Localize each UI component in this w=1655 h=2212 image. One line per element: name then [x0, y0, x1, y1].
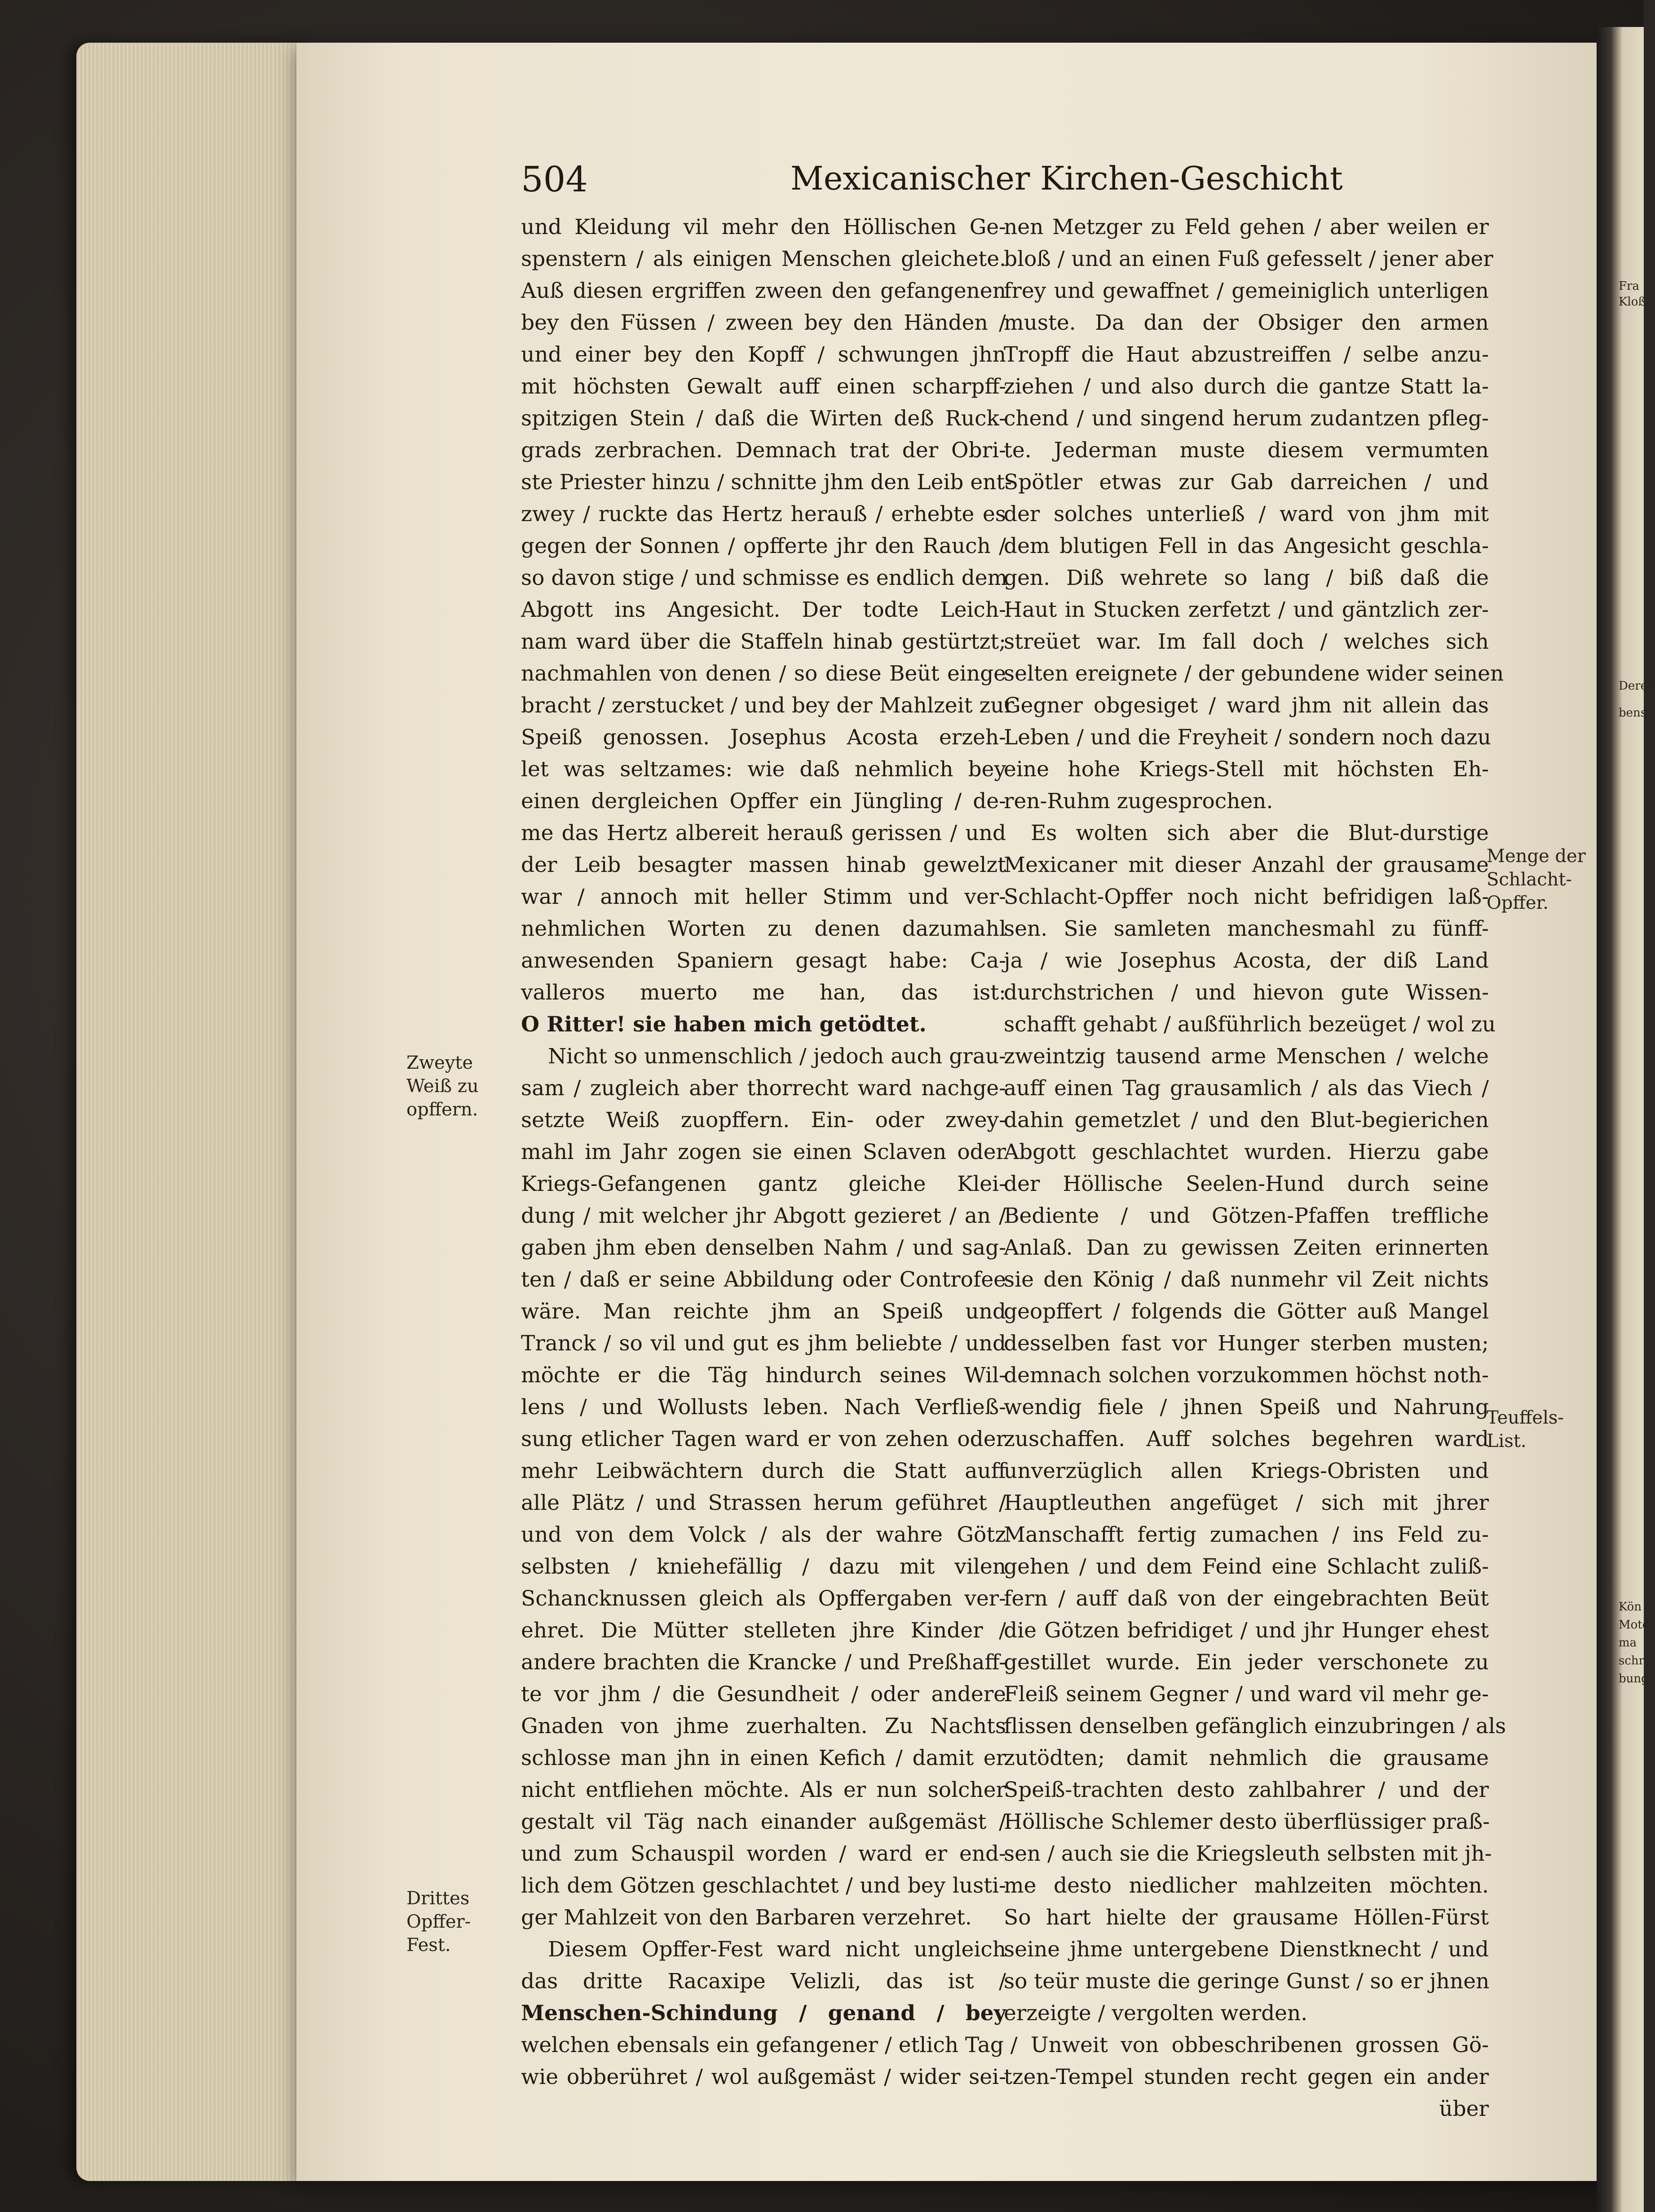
fragment: Kön: [1619, 1600, 1642, 1614]
fragment: Kloß: [1619, 295, 1646, 309]
text-line: ren-Ruhm zugesprochen.: [1004, 789, 1273, 814]
text-line: und von dem Volck / als der wahre Götz: [521, 1522, 1006, 1547]
next-page-margin-fragments: [1617, 0, 1655, 2212]
text-line: zweintzig tausend arme Menschen / welche: [1004, 1044, 1489, 1069]
text-line: der solches unterließ / ward von jhm mit: [1004, 502, 1489, 526]
text-line: Menschen-Schindung / genand / bey: [521, 2001, 1006, 2026]
text-line: sen / auch sie die Kriegsleuth selbsten mit jh-: [1004, 1841, 1492, 1866]
text-line: valleros muerto me han, das ist:: [521, 980, 1006, 1005]
text-line: ehret. Die Mütter stelleten jhre Kinder /: [521, 1618, 1006, 1643]
text-line: mit höchsten Gewalt auff einen scharpff-: [521, 374, 1006, 399]
text-line: streüet war. Im fall doch / welches sich: [1004, 629, 1489, 654]
text-line: das dritte Racaxipe Velizli, das ist /: [521, 1969, 1006, 1994]
text-line: so teür muste die geringe Gunst / so er jhnen: [1004, 1969, 1490, 1994]
text-line: te. Jederman muste diesem vermumten: [1004, 438, 1489, 463]
text-line: der Höllische Seelen-Hund durch seine: [1004, 1172, 1489, 1196]
margin-note-menge-der-opffer: [1487, 845, 1586, 915]
text-line: Manschafft fertig zumachen / ins Feld zu-: [1004, 1522, 1489, 1547]
text-line: gehen / und dem Feind eine Schlacht zuliß-: [1004, 1554, 1489, 1579]
right-text-column: [1004, 211, 1506, 2125]
text-line: Spötler etwas zur Gab darreichen / und: [1004, 470, 1489, 495]
text-line: und Kleidung vil mehr den Höllischen Ge-: [521, 215, 1006, 239]
text-line: lich dem Götzen geschlachtet / und bey lusti-: [521, 1873, 1006, 1898]
text-line: seine jhme untergebene Dienstknecht / und: [1004, 1937, 1489, 1962]
text-line: ten / daß er seine Abbildung oder Controfee: [521, 1267, 1006, 1292]
text-line: Fleiß seinem Gegner / und ward vil mehr ge-: [1004, 1682, 1489, 1707]
page-header: [521, 159, 1343, 200]
text-line: me desto niedlicher mahlzeiten möchten.: [1004, 1873, 1489, 1898]
text-line: dung / mit welcher jhr Abgott gezieret / an /: [521, 1203, 1006, 1228]
margin-note-line: Weiß zu: [406, 1076, 479, 1097]
margin-note-line: Opffer-: [406, 1911, 471, 1932]
text-line: mehr Leibwächtern durch die Statt auff: [521, 1459, 1006, 1483]
text-line: lens / und Wollusts leben. Nach Verfließ-: [521, 1395, 1006, 1420]
text-line: gaben jhm eben denselben Nahm / und sag-: [521, 1235, 1006, 1260]
running-head: Mexicanischer Kirchen-Geschicht: [790, 159, 1343, 197]
margin-note-line: Opffer.: [1487, 893, 1549, 913]
text-line: zuschaffen. Auff solches begehren ward: [1004, 1427, 1489, 1451]
text-line: durchstrichen / und hievon gute Wissen-: [1004, 980, 1489, 1005]
text-line: auff einen Tag grausamlich / als das Viech /: [1004, 1076, 1489, 1101]
text-line: dahin gemetzlet / und den Blut-begierichen: [1004, 1108, 1489, 1133]
text-line: so davon stige / und schmisse es endlich dem: [521, 566, 1008, 590]
fragment: Deren: [1619, 679, 1655, 693]
text-line: fern / auff daß von der eingebrachten Beüt: [1004, 1586, 1489, 1611]
catchword: über: [1439, 2097, 1489, 2121]
text-line: schlosse man jhn in einen Kefich / damit er: [521, 1746, 1006, 1770]
text-line: demnach solchen vorzukommen höchst noth-: [1004, 1363, 1489, 1388]
text-line: bey den Füssen / zween bey den Händen /: [521, 310, 1006, 335]
text-line: setzte Weiß zuopffern. Ein- oder zwey-: [521, 1108, 1006, 1133]
fragment: ma: [1619, 1636, 1637, 1650]
text-line: und einer bey den Kopff / schwungen jhn: [521, 342, 1006, 367]
text-line: gen. Diß wehrete so lang / biß daß die: [1004, 566, 1489, 590]
fragment: bens.: [1619, 706, 1651, 720]
text-line: desselben fast vor Hunger sterben musten;: [1004, 1331, 1489, 1356]
text-line: einen dergleichen Opffer ein Jüngling / de-: [521, 789, 1006, 814]
text-line: ger Mahlzeit von den Barbaren verzehret.: [521, 1905, 972, 1930]
text-line: flissen denselben gefänglich einzubringen / als: [1004, 1714, 1506, 1739]
text-line: Höllische Schlemer desto überflüssiger praß-: [1004, 1809, 1490, 1834]
text-line: Tranck / so vil und gut es jhm beliebte / und: [521, 1331, 1006, 1356]
text-line: Bediente / und Götzen-Pfaffen treffliche: [1004, 1203, 1489, 1228]
text-line: Speiß genossen. Josephus Acosta erzeh-: [521, 725, 1006, 750]
text-line: sam / zugleich aber thorrecht ward nachge-: [521, 1076, 1006, 1101]
text-line: Schlacht-Opffer noch nicht befridigen laß-: [1004, 885, 1489, 909]
paragraph-start-line: Diesem Opffer-Fest ward nicht ungleich: [548, 1937, 1006, 1962]
text-line: gestillet wurde. Ein jeder verschonete zu: [1004, 1650, 1489, 1675]
text-line: möchte er die Täg hindurch seines Wil-: [521, 1363, 1006, 1388]
text-line: sung etlicher Tagen ward er von zehen oder: [521, 1427, 1006, 1451]
text-line: So hart hielte der grausame Höllen-Fürst: [1004, 1905, 1489, 1930]
text-line: spenstern / als einigen Menschen gleichete.: [521, 247, 1006, 271]
margin-note-line: Zweyte: [406, 1053, 473, 1073]
text-line: sen. Sie samleten manchesmahl zu fünff-: [1004, 916, 1489, 941]
book-page-edges: [76, 43, 310, 2181]
text-line: alle Plätz / und Strassen herum geführet /: [521, 1491, 1006, 1515]
margin-note-zweyte-weiss: [406, 1051, 479, 1121]
text-line: wie obberühret / wol außgemäst / wider sei-: [521, 2065, 1006, 2089]
text-line: Anlaß. Dan zu gewissen Zeiten erinnerten: [1004, 1235, 1489, 1260]
text-line: Gegner obgesiget / ward jhm nit allein das: [1004, 693, 1489, 718]
text-line: Speiß-trachten desto zahlbahrer / und der: [1004, 1778, 1489, 1802]
text-line: welchen ebensals ein gefangener / etlich Tag /: [521, 2033, 1018, 2057]
text-line: mahl im Jahr zogen sie einen Sclaven oder: [521, 1140, 1006, 1164]
text-line: muste. Da dan der Obsiger den armen: [1004, 310, 1489, 335]
paragraph-start-line: Unweit von obbeschribenen grossen Gö-: [1031, 2033, 1489, 2057]
margin-note-line: Fest.: [406, 1935, 451, 1955]
text-line: Leben / und die Freyheit / sondern noch dazu: [1004, 725, 1492, 750]
margin-note-line: Drittes: [406, 1888, 470, 1909]
text-line: unverzüglich allen Kriegs-Obristen und: [1004, 1459, 1489, 1483]
page-number: 504: [521, 159, 588, 200]
text-line: zwey / ruckte das Hertz herauß / erhebte es: [521, 502, 1006, 526]
text-line: nachmahlen von denen / so diese Beüt einge: [521, 661, 1006, 686]
text-line: nen Metzger zu Feld gehen / aber weilen er: [1004, 215, 1489, 239]
text-line: eine hohe Kriegs-Stell mit höchsten Eh-: [1004, 757, 1489, 782]
margin-note-line: List.: [1487, 1431, 1527, 1451]
margin-note-line: Menge der: [1487, 846, 1586, 867]
text-line: ziehen / und also durch die gantze Statt la-: [1004, 374, 1489, 399]
text-line: ste Priester hinzu / schnitte jhm den Leib ent-: [521, 470, 1012, 495]
text-line: let was seltzames: wie daß nehmlich bey: [521, 757, 1006, 782]
text-line: war / annoch mit heller Stimm und ver-: [521, 885, 1006, 909]
text-line: anwesenden Spaniern gesagt habe: Ca-: [521, 948, 1006, 973]
text-line: zutödten; damit nehmlich die grausame: [1004, 1746, 1489, 1770]
text-line: selten ereignete / der gebundene wider seinen: [1004, 661, 1504, 686]
text-line: Gnaden von jhme zuerhalten. Zu Nachts: [521, 1714, 1006, 1739]
text-line: bloß / und an einen Fuß gefesselt / jener aber: [1004, 247, 1493, 271]
text-line: gegen der Sonnen / opfferte jhr den Rauch /: [521, 534, 1006, 558]
text-line: nicht entfliehen möchte. Als er nun solcher: [521, 1778, 1006, 1802]
text-line: nam ward über die Staffeln hinab gestürtzt;: [521, 629, 1006, 654]
text-line: te vor jhm / die Gesundheit / oder andere: [521, 1682, 1006, 1707]
text-line: sie den König / daß nunmehr vil Zeit nichts: [1004, 1267, 1489, 1292]
text-line: me das Hertz albereit herauß gerissen / und: [521, 821, 1006, 845]
text-line: Schancknussen gleich als Opffergaben ver-: [521, 1586, 1006, 1611]
text-line: Abgott geschlachtet wurden. Hierzu gabe: [1004, 1140, 1489, 1164]
text-line: geopffert / folgends die Götter auß Mangel: [1004, 1299, 1489, 1324]
text-line: Haut in Stucken zerfetzt / und gäntzlich zer-: [1004, 597, 1489, 622]
text-line: tzen-Tempel stunden recht gegen ein ander: [1004, 2065, 1489, 2089]
margin-note-line: opffern.: [406, 1099, 478, 1120]
paragraph-start-line: Es wolten sich aber die Blut-durstige: [1031, 821, 1489, 845]
fragment: Mote: [1619, 1618, 1650, 1632]
margin-note-line: Teuffels-: [1487, 1407, 1564, 1428]
margin-note-line: Schlacht-: [1487, 869, 1572, 890]
text-line: Mexicaner mit dieser Anzahl der grausame: [1004, 853, 1489, 877]
text-line: gestalt vil Täg nach einander außgemäst /: [521, 1809, 1006, 1834]
margin-note-teuffels-list: [1487, 1406, 1564, 1453]
text-line: wäre. Man reichte jhm an Speiß und: [521, 1299, 1006, 1324]
text-line: schafft gehabt / außführlich bezeüget / wol zu: [1004, 1012, 1496, 1037]
text-line: andere brachten die Krancke / und Preßhaff-: [521, 1650, 1006, 1675]
text-line: selbsten / kniehefällig / dazu mit vilen: [521, 1554, 1006, 1579]
paragraph-start-line: Nicht so unmenschlich / jedoch auch grau-: [548, 1044, 1006, 1069]
text-line: bracht / zerstucket / und bey der Mahlzeit zur: [521, 693, 1014, 718]
text-line: Tropff die Haut abzustreiffen / selbe anzu-: [1004, 342, 1489, 367]
text-line: Abgott ins Angesicht. Der todte Leich-: [521, 597, 1006, 622]
text-line: Auß diesen ergriffen zween den gefangenen: [521, 279, 1006, 303]
text-line: dem blutigen Fell in das Angesicht geschla-: [1004, 534, 1489, 558]
text-line: Hauptleuthen angefüget / sich mit jhrer: [1004, 1491, 1489, 1515]
text-line: spitzigen Stein / daß die Wirten deß Ruck-: [521, 406, 1006, 431]
text-line: frey und gewaffnet / gemeiniglich unterligen: [1004, 279, 1489, 303]
text-line: nehmlichen Worten zu denen dazumahl: [521, 916, 1006, 941]
text-line: die Götzen befridiget / und jhr Hunger ehest: [1004, 1618, 1489, 1643]
text-line: der Leib besagter massen hinab gewelzt: [521, 853, 1006, 877]
left-text-column: [521, 211, 1018, 2093]
quote-line: O Ritter! sie haben mich getödtet.: [521, 1012, 927, 1037]
fragment: schre: [1619, 1654, 1651, 1668]
text-line: wendig fiele / jhnen Speiß und Nahrung: [1004, 1395, 1489, 1420]
text-line: und zum Schauspil worden / ward er end-: [521, 1841, 1006, 1866]
margin-note-drittes-fest: [406, 1887, 471, 1957]
text-line: grads zerbrachen. Demnach trat der Obri-: [521, 438, 1006, 463]
fragment: bung: [1619, 1672, 1649, 1686]
text-line: Kriegs-Gefangenen gantz gleiche Klei-: [521, 1172, 1006, 1196]
text-line: ja / wie Josephus Acosta, der diß Land: [1004, 948, 1489, 973]
fragment: Fra: [1619, 279, 1639, 293]
text-line: chend / und singend herum zudantzen pfleg-: [1004, 406, 1489, 431]
text-line: erzeigte / vergolten werden.: [1004, 2001, 1308, 2026]
